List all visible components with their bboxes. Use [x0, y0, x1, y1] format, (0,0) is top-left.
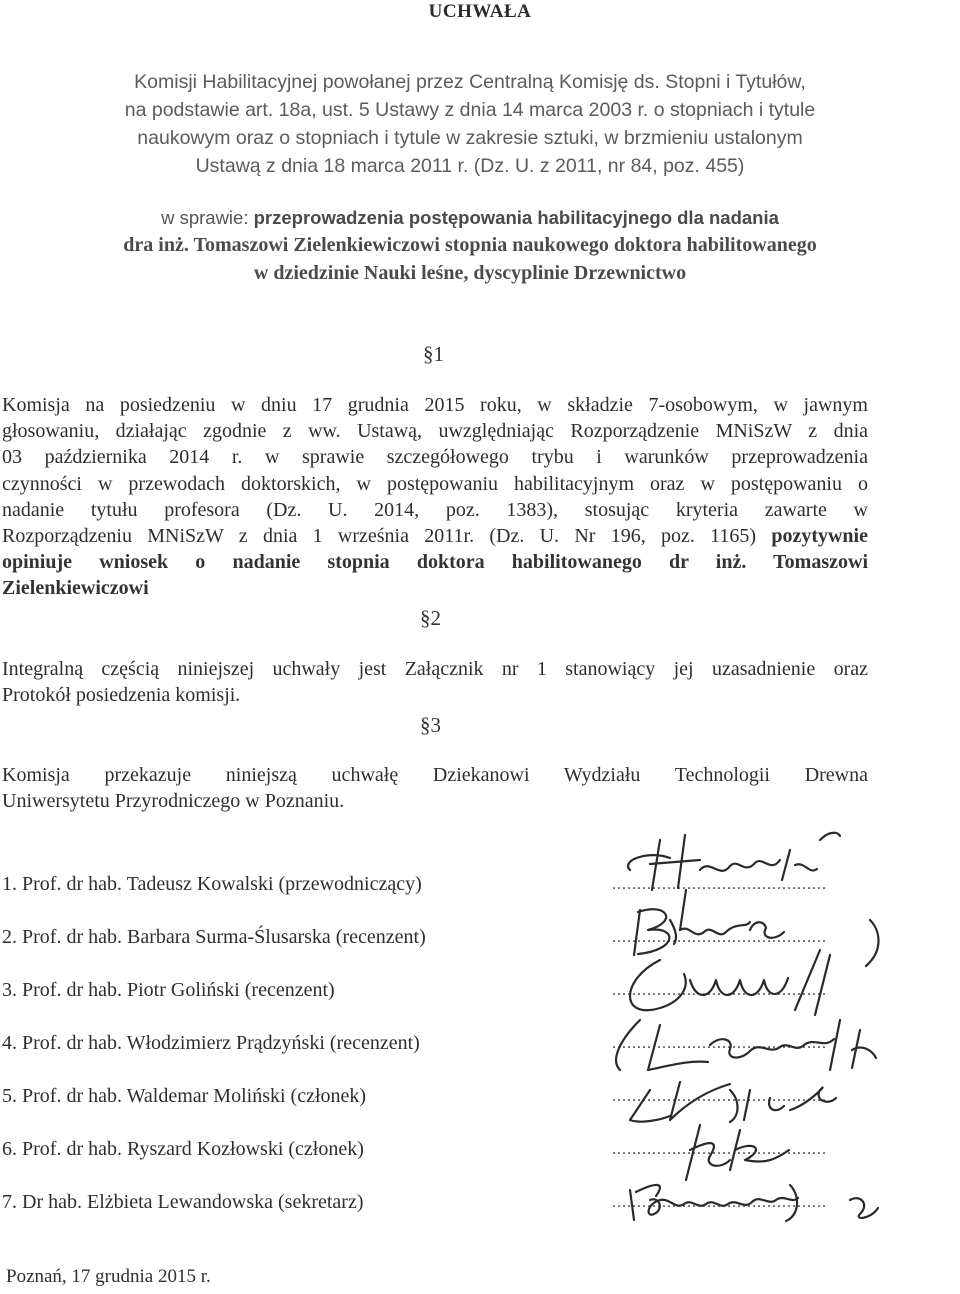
- subject-bold: przeprowadzenia postępowania habilitacyjnego dla nadania: [253, 207, 779, 228]
- signature-line: ...........................................: [612, 876, 827, 893]
- signature-1: [628, 833, 840, 930]
- paragraph-line: [2, 523, 868, 549]
- subject-bold: w dziedzinie Nauki leśne, dyscyplinie Drzewnictwo: [253, 262, 687, 284]
- paragraph-bold: Zielenkiewiczowi: [2, 577, 149, 600]
- paragraph-line: 03 października 2014 r. w sprawie szczegółowego trybu i warunków przeprowadzenia: [2, 446, 868, 469]
- subject-line: [30, 204, 910, 231]
- committee-member: 5. Prof. dr hab. Waldemar Moliński (członek): [2, 1085, 367, 1107]
- subject-line: [30, 259, 910, 287]
- signature-line: ...........................................: [612, 982, 827, 999]
- paragraph-line: głosowaniu, działając zgodnie z ww. Ustawą, uwzględniając Rozporządzenie MNiSzW z dnia: [2, 420, 868, 443]
- paragraph-line: Integralną częścią niniejszej uchwały jest Załącznik nr 1 stanowiący jej uzasadnienie oraz: [2, 658, 868, 680]
- section-3-mark: §3: [420, 713, 441, 737]
- place-and-date: Poznań, 17 grudnia 2015 r.: [6, 1266, 211, 1287]
- section-2-text: [2, 656, 868, 708]
- paragraph-line: Protokół posiedzenia komisji.: [2, 684, 241, 707]
- committee-member: 3. Prof. dr hab. Piotr Goliński (recenzent): [2, 979, 335, 1001]
- paragraph-line: Komisja na posiedzeniu w dniu 17 grudnia 2015 roku, w składzie 7-osobowym, w jawnym: [2, 394, 868, 416]
- committee-member: 6. Prof. dr hab. Ryszard Kozłowski (członek): [2, 1138, 364, 1160]
- signature-line: ...........................................: [612, 1194, 827, 1211]
- signature-4: [616, 1020, 876, 1070]
- document-title: UCHWAŁA: [428, 1, 532, 22]
- signature-2: [634, 909, 879, 966]
- header-line: Ustawą z dnia 18 marca 2011 r. (Dz. U. z 2011, nr 84, poz. 455): [195, 155, 745, 177]
- committee-member: 2. Prof. dr hab. Barbara Surma-Ślusarska (recenzent): [2, 926, 426, 948]
- signature-line: ...........................................: [612, 1141, 827, 1158]
- header-line: Komisji Habilitacyjnej powołanej przez Centralną Komisję ds. Stopni i Tytułów,: [134, 71, 806, 93]
- paragraph-line: Uniwersytetu Przyrodniczego w Poznaniu.: [2, 790, 345, 813]
- paragraph-line: [2, 549, 868, 575]
- signature-6: [686, 1125, 789, 1180]
- signature-7: [630, 1185, 878, 1221]
- resolution-subject: [30, 204, 910, 287]
- signature-5: [630, 1082, 836, 1122]
- paragraph-bold: pozytywnie: [771, 525, 868, 548]
- committee-member: 1. Prof. dr hab. Tadeusz Kowalski (przewodniczący): [2, 873, 422, 895]
- committee-header: [40, 68, 900, 180]
- section-3-text: [2, 762, 868, 814]
- paragraph-line: [2, 575, 868, 601]
- section-1-text: [2, 392, 868, 602]
- section-2-mark: §2: [420, 606, 441, 630]
- signature-3: [630, 950, 830, 1015]
- signature-line: ...........................................: [612, 1088, 827, 1105]
- committee-member: 4. Prof. dr hab. Włodzimierz Prądzyński (recenzent): [2, 1032, 420, 1054]
- committee-member: 7. Dr hab. Elżbieta Lewandowska (sekretarz): [2, 1191, 364, 1213]
- header-line: na podstawie art. 18a, ust. 5 Ustawy z dnia 14 marca 2003 r. o stopniach i tytule: [124, 99, 816, 121]
- subject-bold: dra inż. Tomaszowi Zielenkiewiczowi stopnia naukowego doktora habilitowanego: [123, 234, 817, 256]
- paragraph-line: Komisja przekazuje niniejszą uchwałę Dziekanowi Wydziału Technologii Drewna: [2, 764, 868, 786]
- subject-prefix: w sprawie:: [161, 207, 254, 228]
- paragraph-text: Rozporządzeniu MNiSzW z dnia 1 września 2011r. (Dz. U. Nr 196, poz. 1165): [2, 525, 772, 548]
- paragraph-bold: opiniuje wniosek o nadanie stopnia doktora habilitowanego dr inż. Tomaszowi: [2, 551, 868, 574]
- handwritten-signatures: [590, 820, 920, 1240]
- paragraph-line: czynności w przewodach doktorskich, w postępowaniu habilitacyjnym oraz w postępowaniu o: [2, 472, 868, 495]
- section-1-mark: §1: [423, 342, 444, 366]
- signature-line: ...........................................: [612, 929, 827, 946]
- signature-line: ...........................................: [612, 1035, 827, 1052]
- subject-line: [30, 231, 910, 259]
- header-line: naukowym oraz o stopniach i tytule w zakresie sztuki, w brzmieniu ustalonym: [137, 127, 803, 149]
- paragraph-line: nadanie tytułu profesora (Dz. U. 2014, poz. 1383), stosując kryteria zawarte w: [2, 498, 868, 521]
